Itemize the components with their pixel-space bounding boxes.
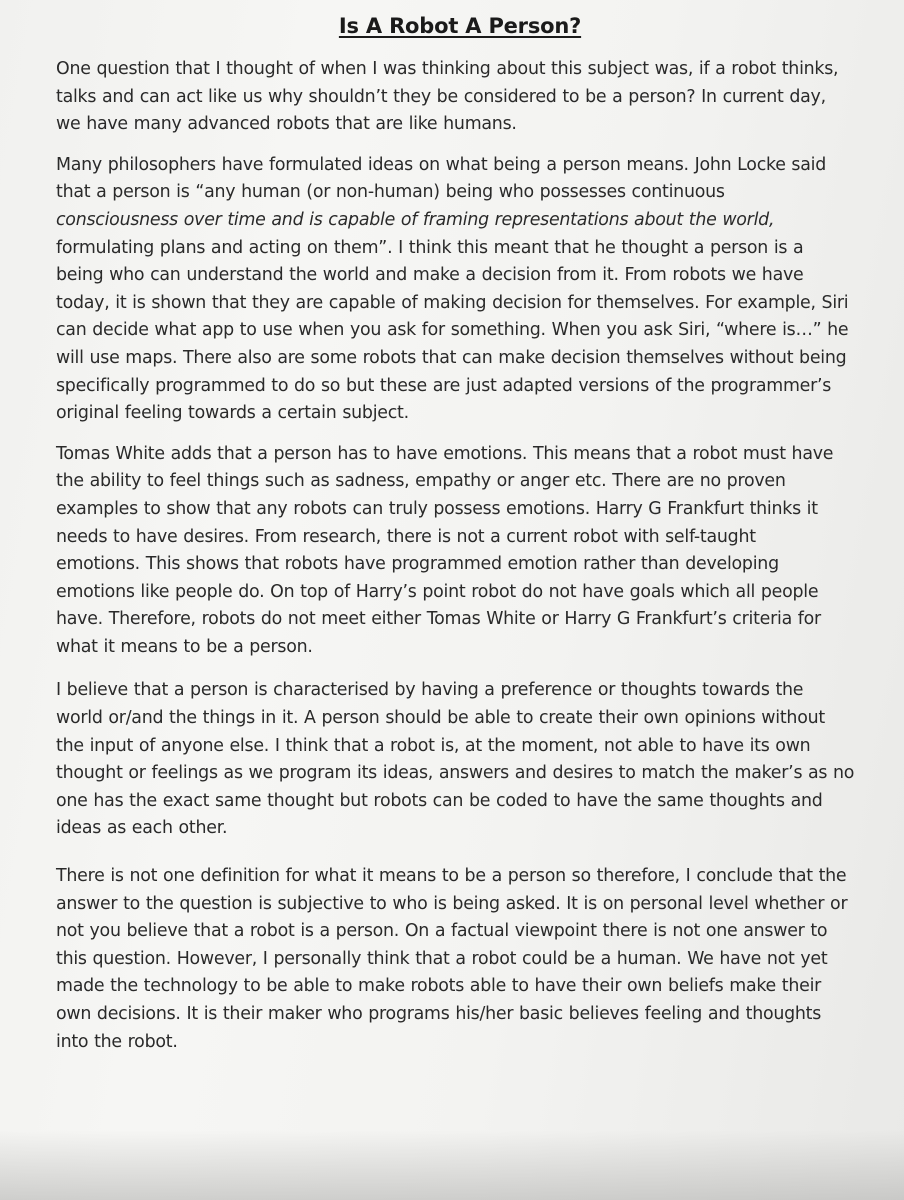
text-line: original feeling towards a certain subject.	[56, 403, 409, 424]
text-line: world or/and the things in it. A person should be able to create their own opinions without	[56, 708, 825, 729]
text-line: examples to show that any robots can truly possess emotions. Harry G Frankfurt thinks it	[56, 498, 818, 519]
text-line: specifically programmed to do so but these are just adapted versions of the programmer’s	[56, 375, 832, 396]
text-line: one has the exact same thought but robots can be coded to have the same thoughts and	[56, 790, 823, 811]
text-line: ideas as each other.	[56, 818, 228, 839]
text-line: not you believe that a robot is a person. On a factual viewpoint there is not one answer to	[56, 921, 828, 942]
text-line: Tomas White adds that a person has to have emotions. This means that a robot must have	[56, 443, 834, 464]
paragraph-locke	[56, 152, 864, 428]
text-line: the input of anyone else. I think that a robot is, at the moment, not able to have its own	[56, 735, 811, 756]
text-line: made the technology to be able to make robots able to have their own beliefs make their	[56, 976, 822, 997]
text-line: that a person is “any human (or non-human) being who possesses continuous	[56, 182, 725, 203]
page-shadow	[0, 1130, 904, 1200]
text-line: answer to the question is subjective to who is being asked. It is on personal level whether or	[56, 893, 848, 914]
document-title: Is A Robot A Person?	[338, 14, 582, 38]
text-line: the ability to feel things such as sadness, empathy or anger etc. There are no proven	[56, 471, 786, 492]
text-line: can decide what app to use when you ask for something. When you ask Siri, “where is…” he	[56, 320, 849, 341]
text-line: needs to have desires. From research, there is not a current robot with self-taught	[56, 526, 756, 547]
text-line: have. Therefore, robots do not meet either Tomas White or Harry G Frankfurt’s criteria for	[56, 609, 821, 630]
text-line: we have many advanced robots that are like humans.	[56, 114, 517, 135]
text-line: today, it is shown that they are capable of making decision for themselves. For example, Siri	[56, 292, 849, 313]
text-line: own decisions. It is their maker who programs his/her basic believes feeling and thoughts	[56, 1004, 822, 1024]
text-line: There is not one definition for what it means to be a person so therefore, I conclude that the	[56, 866, 847, 887]
text-line: thought or feelings as we program its ideas, answers and desires to match the maker’s as no	[56, 763, 855, 784]
text-line: Many philosophers have formulated ideas on what being a person means. John Locke said	[56, 154, 827, 175]
paragraph-emotions	[56, 441, 864, 662]
paragraph-conclusion	[56, 863, 864, 1056]
text-line: being who can understand the world and make a decision from it. From robots we have	[56, 265, 804, 286]
paragraph-belief	[56, 677, 864, 843]
text-line: talks and can act like us why shouldn’t they be considered to be a person? In current day,	[56, 86, 826, 107]
text-line: will use maps. There also are some robots that can make decision themselves without being	[56, 347, 847, 368]
text-line: I believe that a person is characterised by having a preference or thoughts towards the	[56, 680, 804, 701]
text-line-quote: consciousness over time and is capable of framing representations about the world,	[56, 209, 775, 230]
text-line: formulating plans and acting on them”. I think this meant that he thought a person is a	[56, 237, 804, 258]
text-line: into the robot.	[56, 1031, 178, 1052]
text-line: what it means to be a person.	[56, 636, 313, 657]
text-line: emotions like people do. On top of Harry’s point robot do not have goals which all people	[56, 581, 819, 602]
paragraph-intro	[56, 56, 864, 139]
text-line: emotions. This shows that robots have programmed emotion rather than developing	[56, 554, 779, 575]
text-line: this question. However, I personally think that a robot could be a human. We have not yet	[56, 948, 828, 969]
text-line: One question that I thought of when I was thinking about this subject was, if a robot thinks,	[56, 59, 839, 79]
